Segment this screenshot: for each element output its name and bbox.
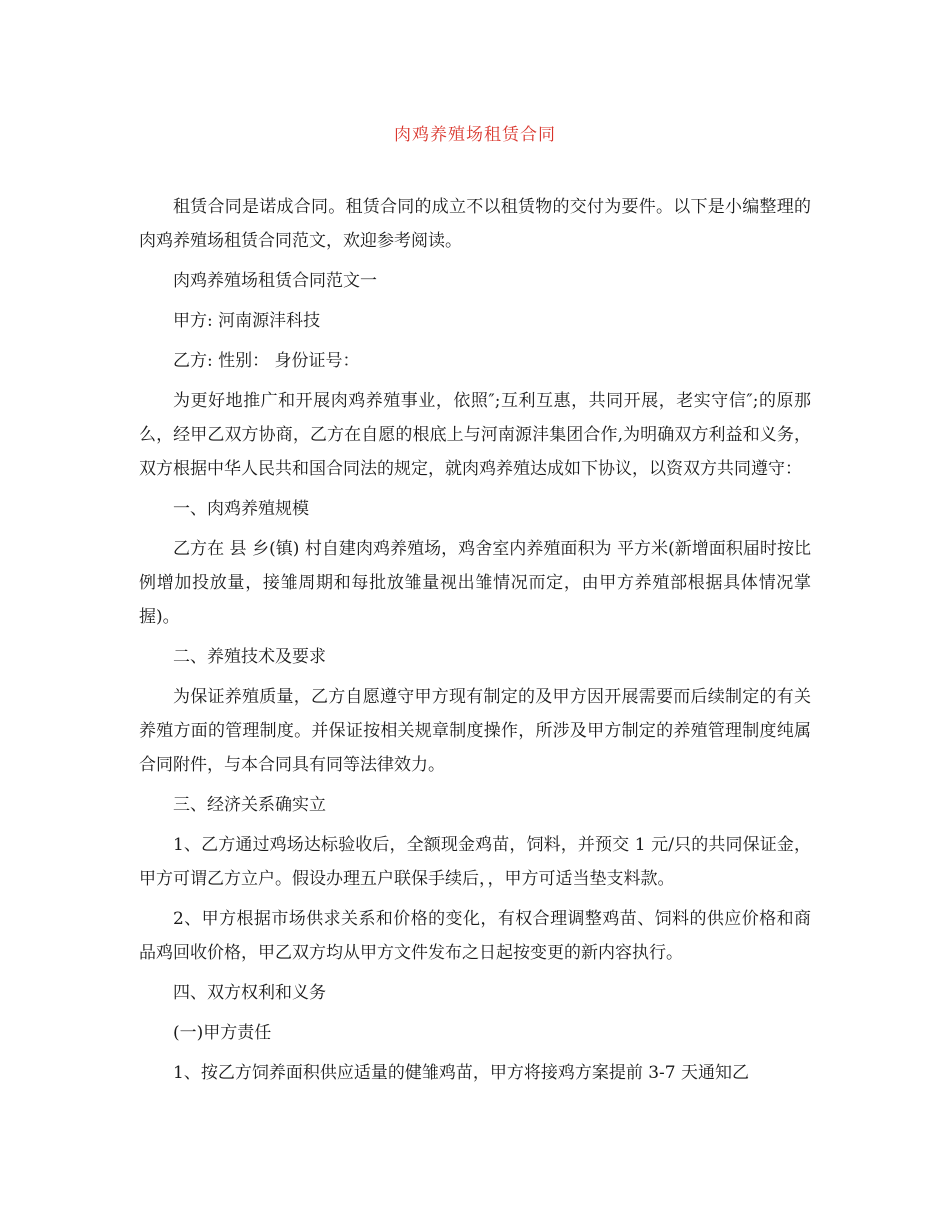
document-body [139,190,811,1096]
section-heading-2: 二、养殖技术及要求 [173,647,326,667]
paragraph-economic-2: 2、甲方根据市场供求关系和价格的变化，有权合理调整鸡苗、饲料的供应价格和商品鸡回收价格，甲乙双方均从甲方文件发布之日起按变更的新内容执行。 [139,909,811,963]
paragraph-scale: 乙方在 县 乡(镇) 村自建肉鸡养殖场，鸡舍室内养殖面积为 平方米(新增面积届时按比例增加投放量，接雏周期和每批放雏量视出雏情况而定，由甲方养殖部根据具体情况掌握)。 [139,539,811,627]
paragraph-party-b: 乙方: 性别： 身份证号： [173,351,360,371]
paragraph-party-a: 甲方: 河南源沣科技 [173,311,321,331]
section-heading-4: 四、双方权利和义务 [173,983,326,1003]
subsection-heading-party-a: (一)甲方责任 [173,1023,272,1043]
paragraph-subtitle: 肉鸡养殖场租赁合同范文一 [173,271,377,291]
paragraph-preamble: 为更好地推广和开展肉鸡养殖事业，依照″;互利互惠，共同开展，老实守信″;的原那么，经甲乙双方协商，乙方在自愿的根底上与河南源沣集团合作,为明确双方利益和义务，双方根据中华人民共和国合同法的规定，就肉鸡养殖达成如下协议，以资双方共同遵守： [139,391,811,479]
section-heading-3: 三、经济关系确实立 [173,795,326,815]
paragraph-technique: 为保证养殖质量，乙方自愿遵守甲方现有制定的及甲方因开展需要而后续制定的有关养殖方面的管理制度。并保证按相关规章制度操作，所涉及甲方制定的养殖管理制度纯属合同附件，与本合同具有同等法律效力。 [139,687,811,775]
paragraph-party-a-duty-1: 1、按乙方饲养面积供应适量的健雏鸡苗，甲方将接鸡方案提前 3-7 天通知乙 [173,1063,749,1083]
paragraph-economic-1: 1、乙方通过鸡场达标验收后，全额现金鸡苗，饲料，并预交 1 元/只的共同保证金，甲方可谓乙方立户。假设办理五户联保手续后，，甲方可适当垫支料款。 [139,835,811,889]
document-title: 肉鸡养殖场租赁合同 [394,125,556,145]
paragraph-intro: 租赁合同是诺成合同。租赁合同的成立不以租赁物的交付为要件。以下是小编整理的肉鸡养殖场租赁合同范文，欢迎参考阅读。 [139,197,811,251]
section-heading-1: 一、肉鸡养殖规模 [173,499,309,519]
